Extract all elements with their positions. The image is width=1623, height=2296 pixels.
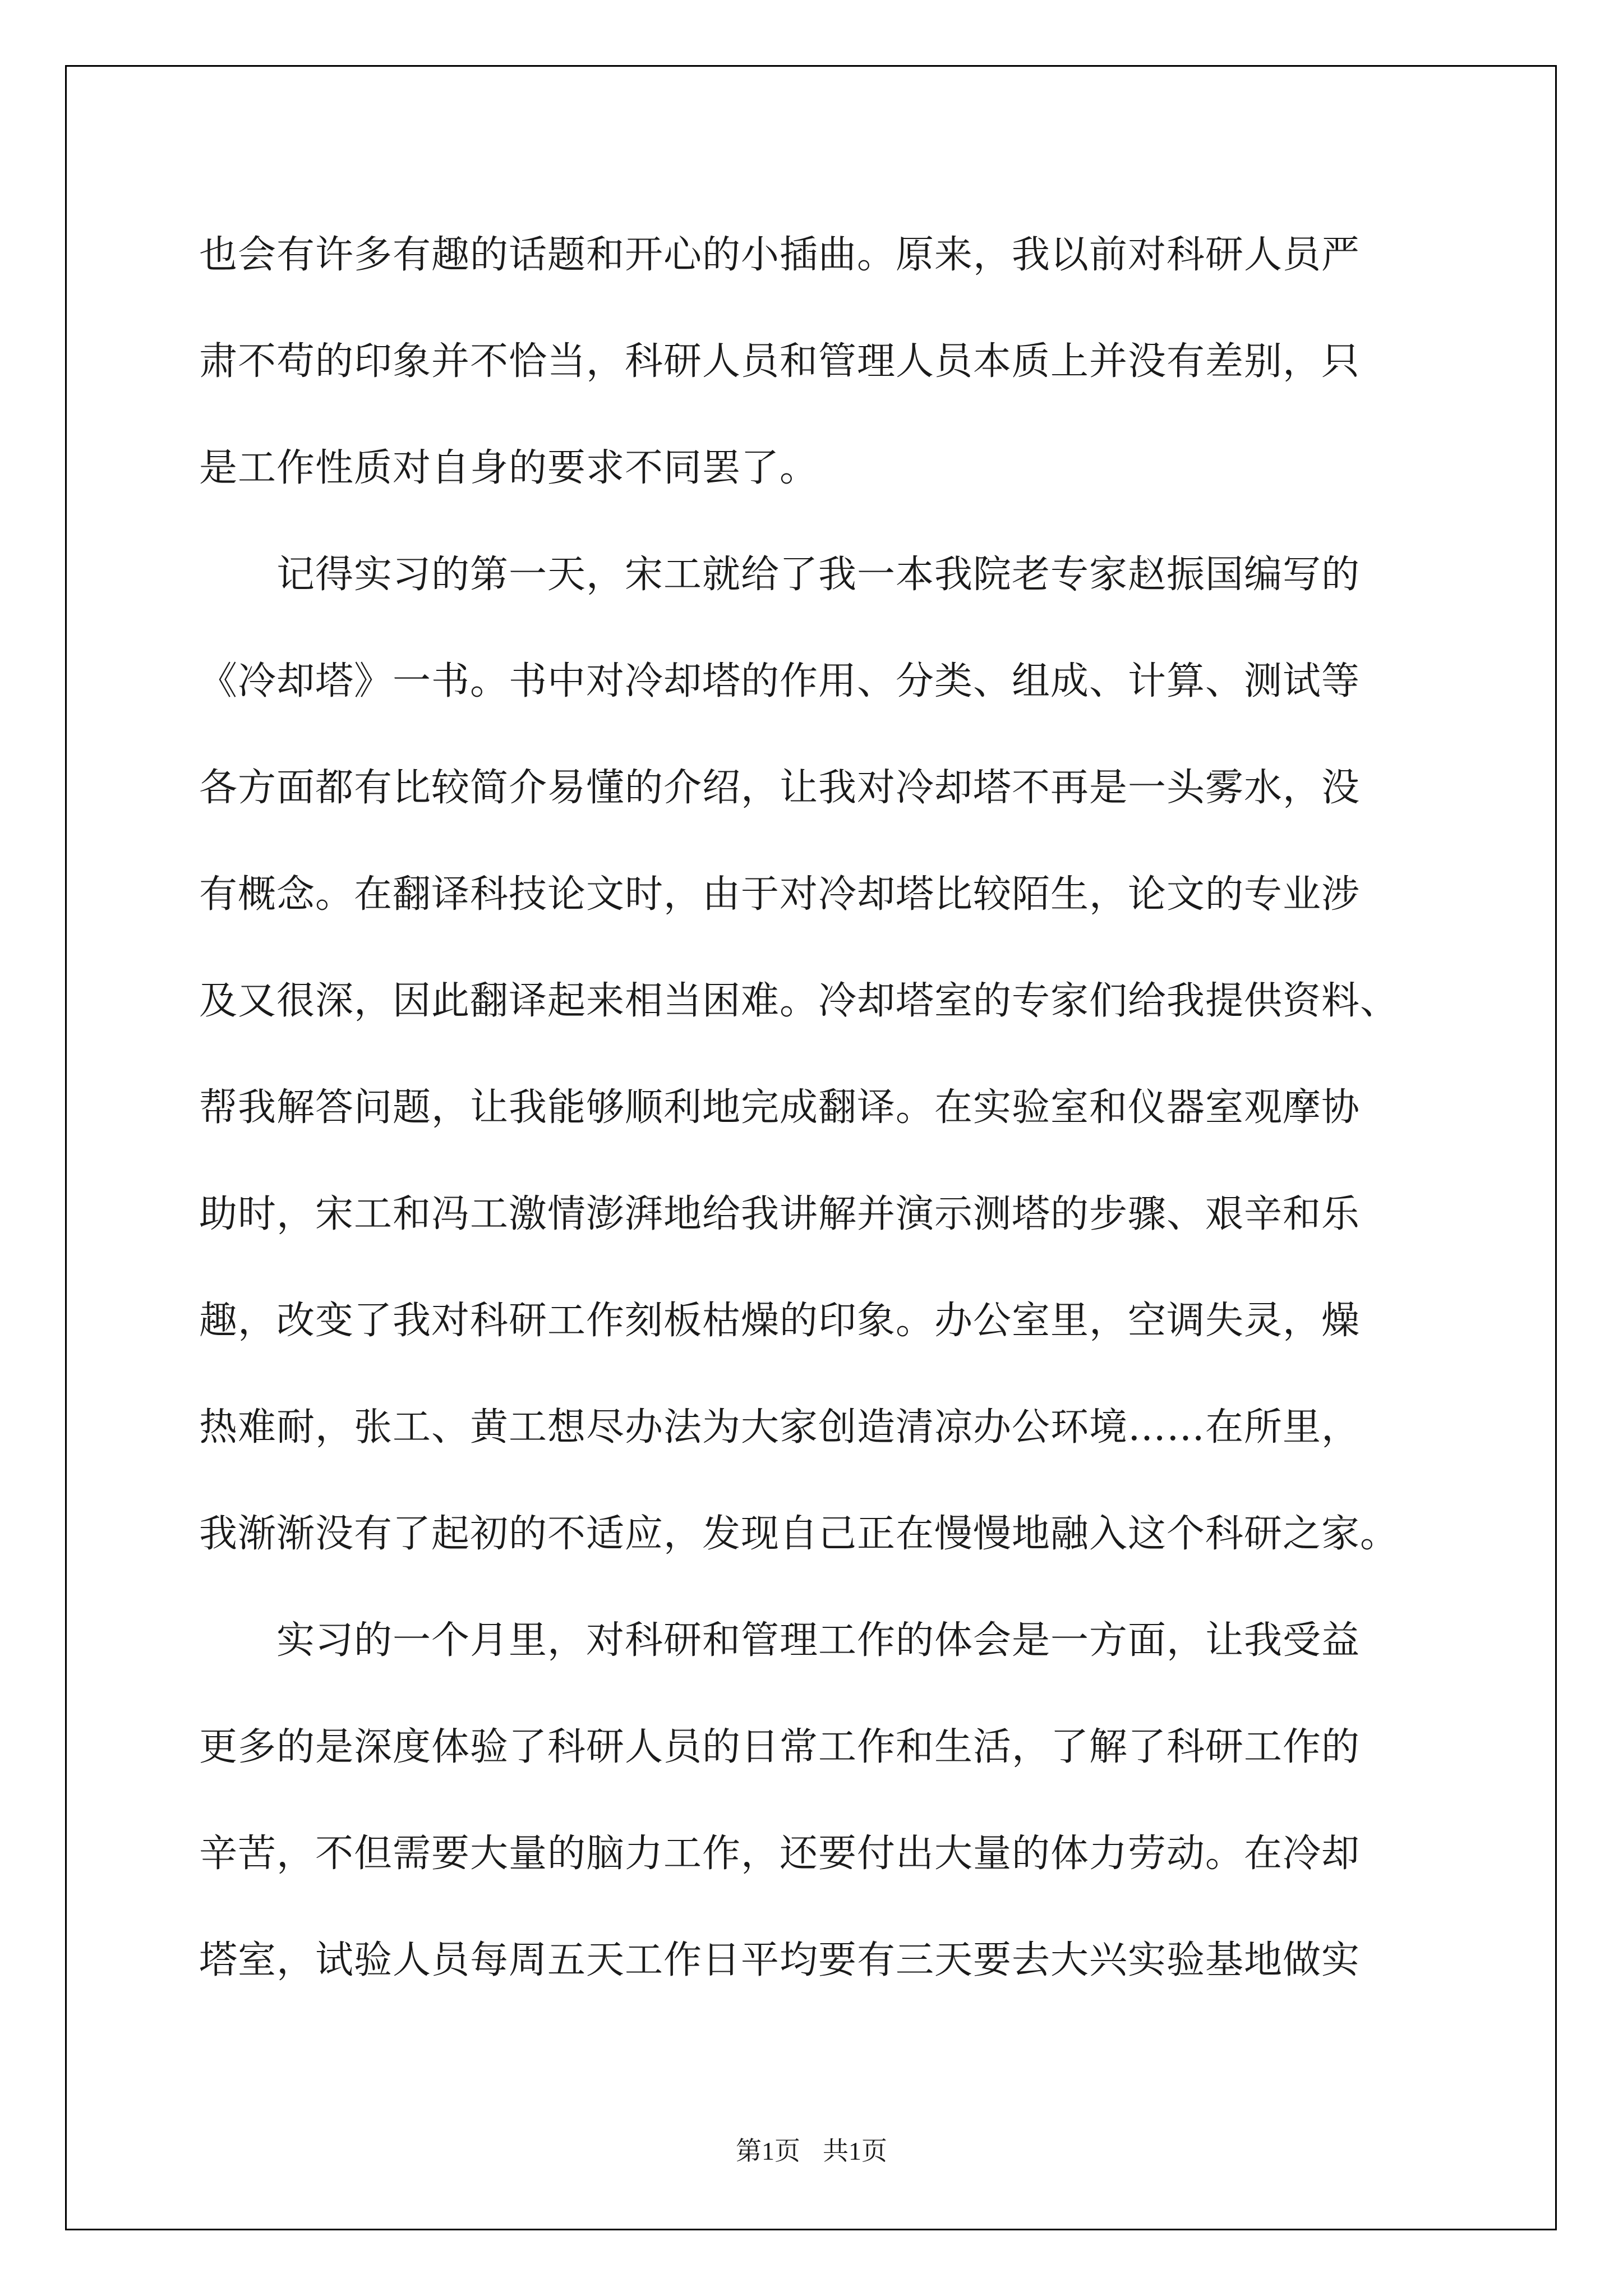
text-line: 更多的是深度体验了科研人员的日常工作和生活，了解了科研工作的 [199, 1725, 1361, 1769]
document-body [199, 202, 1433, 2014]
text-line: 帮我解答问题，让我能够顺利地完成翻译。在实验室和仪器室观摩协 [199, 1085, 1361, 1130]
text-line: 热难耐，张工、黄工想尽办法为大家创造清凉办公环境……在所里， [199, 1405, 1361, 1450]
page-footer [0, 2134, 1623, 2168]
text-line: 实习的一个月里，对科研和管理工作的体会是一方面，让我受益 [199, 1618, 1361, 1663]
text-line: 《冷却塔》一书。书中对冷却塔的作用、分类、组成、计算、测试等 [199, 659, 1361, 703]
page-number: 第1页 [736, 2137, 800, 2165]
text-line: 记得实习的第一天，宋工就给了我一本我院老专家赵振国编写的 [199, 553, 1361, 597]
text-line: 塔室，试验人员每周五天工作日平均要有三天要去大兴实验基地做实 [199, 1938, 1361, 1982]
text-line: 是工作性质对自身的要求不同罢了。 [199, 446, 819, 490]
text-line: 我渐渐没有了起初的不适应，发现自己正在慢慢地融入这个科研之家。 [199, 1512, 1399, 1556]
text-line: 助时，宋工和冯工激情澎湃地给我讲解并演示测塔的步骤、艰辛和乐 [199, 1192, 1361, 1236]
text-line: 及又很深，因此翻译起来相当困难。冷却塔室的专家们给我提供资料、 [199, 979, 1399, 1023]
text-line: 也会有许多有趣的话题和开心的小插曲。原来，我以前对科研人员严 [199, 233, 1361, 277]
page-total: 共1页 [823, 2137, 887, 2165]
text-line: 趣，改变了我对科研工作刻板枯燥的印象。办公室里，空调失灵，燥 [199, 1299, 1361, 1343]
text-line: 有概念。在翻译科技论文时，由于对冷却塔比较陌生，论文的专业涉 [199, 872, 1361, 917]
text-line: 肃不苟的印象并不恰当，科研人员和管理人员本质上并没有差别，只 [199, 339, 1361, 384]
text-line: 各方面都有比较简介易懂的介绍，让我对冷却塔不再是一头雾水，没 [199, 766, 1361, 810]
text-line: 辛苦，不但需要大量的脑力工作，还要付出大量的体力劳动。在冷却 [199, 1832, 1361, 1876]
